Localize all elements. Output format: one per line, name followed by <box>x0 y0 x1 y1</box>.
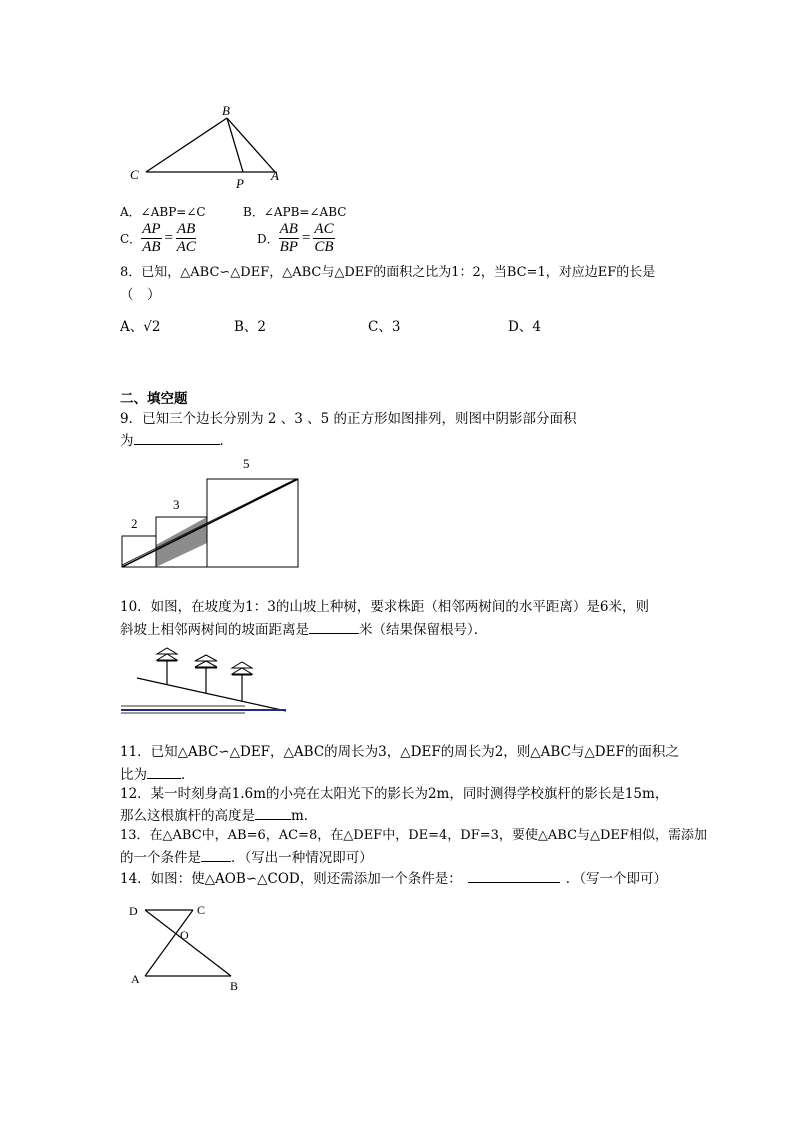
q10-tree-icon <box>195 655 217 693</box>
q13-line2-prefix: 的一个条件是 <box>120 850 201 866</box>
q8-stem-line1: 8．已知，△ABC∽△DEF，△ABC与△DEF的面积之比为1：2，当BC=1，对应边EF的长是 <box>120 265 656 280</box>
q13-line2 <box>120 847 373 868</box>
q14-segment-ca <box>145 910 193 976</box>
q12-line2-suffix: m． <box>291 808 318 824</box>
q9-label-3: 3 <box>173 497 180 512</box>
q14-segment-db <box>145 910 231 976</box>
q11-line2 <box>120 764 195 785</box>
q8-option-a: A、√2 <box>120 319 161 335</box>
q9-line1: 9．已知三个边长分别为 2 、3 、5 的正方形如图排列，则图中阴影部分面积 <box>120 411 577 427</box>
q7-option-c-fraction-2 <box>176 221 196 256</box>
q7-option-c-frac2-den: AC <box>176 239 196 255</box>
q7-option-c-equals: = <box>164 230 173 246</box>
q13-line2-suffix: ．（写出一种情况即可） <box>231 850 373 866</box>
q7-option-c-prefix: C． <box>120 231 142 246</box>
q14-line1 <box>120 868 667 889</box>
q7-label-b: B <box>222 103 230 118</box>
q7-side-cb <box>146 118 227 172</box>
q9-label-2: 2 <box>131 516 138 531</box>
q11-answer-blank[interactable] <box>147 764 181 779</box>
q14-label-c: C <box>197 903 206 917</box>
q7-option-d-frac1-num: AB <box>279 221 298 237</box>
q14-answer-blank[interactable] <box>468 868 560 883</box>
q7-option-c-frac1-num: AP <box>142 221 161 237</box>
q7-label-p: P <box>236 176 244 191</box>
q14-line1-prefix: 14．如图：使△AOB∽△COD，则还需添加一个条件是： <box>120 871 462 887</box>
q9-label-5: 5 <box>243 456 250 471</box>
q10-tree-icon <box>157 648 177 685</box>
q14-label-b: B <box>230 979 239 993</box>
q11-line2-suffix: ． <box>181 767 195 783</box>
q7-option-d-frac2-den: CB <box>314 239 334 255</box>
q13-answer-blank[interactable] <box>201 847 231 862</box>
q7-option-d <box>257 221 335 256</box>
q7-triangle-figure <box>120 96 300 196</box>
q8-stem-line2: （ ） <box>120 287 161 303</box>
q7-option-a: A．∠ABP=∠C <box>120 205 206 219</box>
q9-diagonal-line <box>122 479 298 567</box>
q7-option-d-prefix: D． <box>257 231 279 246</box>
q12-line1: 12．某一时刻身高1.6m的小亮在太阳光下的影长为2m，同时测得学校旗杆的影长是15m， <box>120 786 669 802</box>
q14-label-o: O <box>180 928 189 942</box>
q14-label-a: A <box>131 972 140 986</box>
q9-square-5 <box>207 479 298 567</box>
q12-line2 <box>120 805 317 826</box>
q7-label-c: C <box>130 167 139 182</box>
q7-option-b: B．∠APB=∠ABC <box>243 205 347 219</box>
q10-line2-prefix: 斜坡上相邻两树间的坡面距离是 <box>120 622 309 638</box>
q7-option-c <box>120 221 196 256</box>
q7-option-d-fraction-2 <box>313 221 334 256</box>
q7-option-c-frac2-num: AB <box>176 221 196 237</box>
q7-option-c-fraction-1 <box>141 221 161 256</box>
q8-option-b: B、2 <box>234 319 267 335</box>
q14-hourglass-figure <box>120 898 250 993</box>
q7-option-d-frac2-num: AC <box>314 221 334 237</box>
q11-line1: 11．已知△ABC∽△DEF，△ABC的周长为3，△DEF的周长为2，则△ABC与△DEF的面积之 <box>120 744 679 760</box>
q12-line2-prefix: 那么这根旗杆的高度是 <box>120 808 255 824</box>
q10-slope-figure <box>115 640 295 718</box>
q11-line2-prefix: 比为 <box>120 767 147 783</box>
q9-shaded-region <box>156 517 207 567</box>
q7-option-d-fraction-1 <box>279 221 299 256</box>
q10-line1: 10．如图，在坡度为1：3的山坡上种树，要求株距（相邻两树间的水平距离）是6米，则 <box>120 599 649 615</box>
q9-answer-blank[interactable] <box>134 430 220 445</box>
q10-tree-icon <box>232 662 252 701</box>
q7-side-ba <box>227 118 275 172</box>
q10-line2 <box>120 619 487 640</box>
q12-answer-blank[interactable] <box>255 805 291 820</box>
q7-option-d-equals: = <box>301 230 311 246</box>
q9-squares-figure <box>115 450 310 572</box>
q13-line1: 13．在△ABC中，AB=6，AC=8，在△DEF中，DE=4，DF=3，要使△ABC与△DEF相似，需添加 <box>120 828 707 843</box>
q8-option-c: C、3 <box>368 319 401 335</box>
q10-answer-blank[interactable] <box>309 619 359 634</box>
q9-diagonal-line-2 <box>122 479 296 565</box>
q8-option-d: D、4 <box>508 319 541 335</box>
q9-line2 <box>120 430 233 451</box>
q10-line2-suffix: 米（结果保留根号）． <box>359 622 488 638</box>
q7-label-a: A <box>271 168 279 183</box>
q7-option-c-frac1-den: AB <box>142 239 161 255</box>
q14-line1-suffix: ．（写一个即可） <box>565 871 667 887</box>
q14-label-d: D <box>129 904 138 918</box>
q9-line2-suffix: ． <box>219 433 233 449</box>
section-2-title: 二、填空题 <box>120 391 188 407</box>
q7-option-d-frac1-den: BP <box>279 239 298 255</box>
q9-line2-prefix: 为 <box>120 433 134 449</box>
